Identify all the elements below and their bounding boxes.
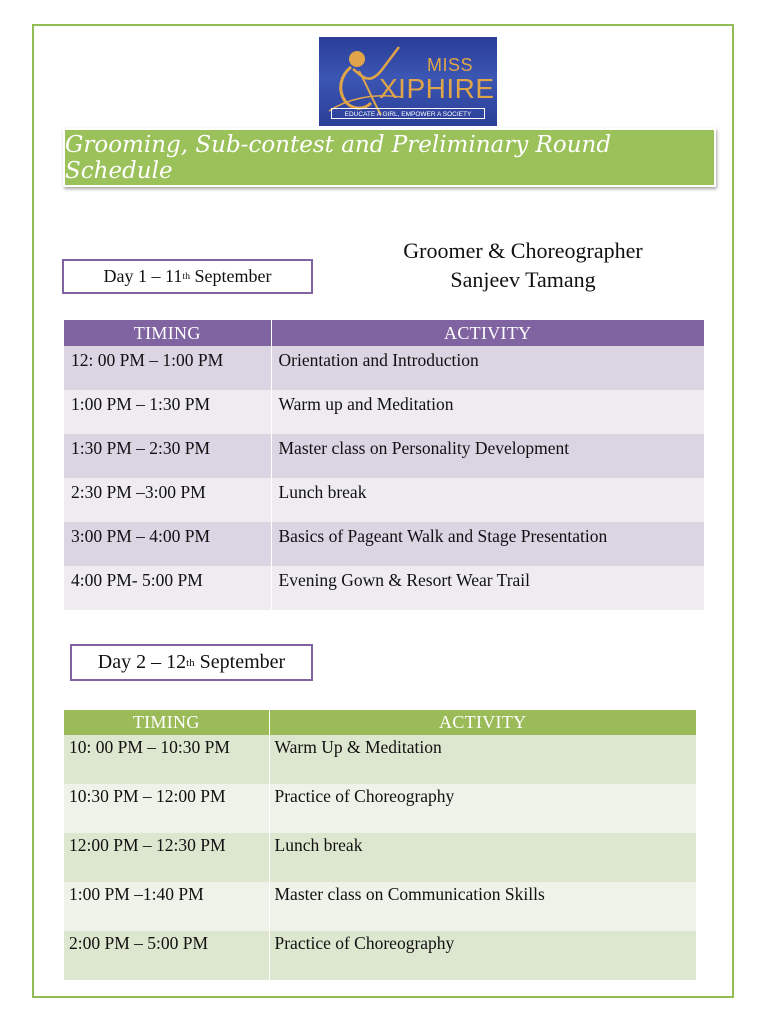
activity-cell: Lunch break bbox=[269, 833, 696, 882]
day2-heading: Day 2 – 12 th September bbox=[70, 644, 313, 681]
day1-suffix: September bbox=[190, 266, 272, 286]
activity-cell: Orientation and Introduction bbox=[271, 346, 704, 390]
table-row bbox=[64, 434, 704, 478]
table-row bbox=[64, 522, 704, 566]
timing-cell: 2:00 PM – 5:00 PM bbox=[64, 931, 269, 980]
activity-cell: Master class on Personality Development bbox=[271, 434, 704, 478]
table-row bbox=[64, 390, 704, 434]
activity-cell: Lunch break bbox=[271, 478, 704, 522]
day2-prefix: Day 2 – 12 bbox=[97, 651, 187, 673]
groomer-block bbox=[370, 236, 676, 294]
activity-cell: Practice of Choreography bbox=[269, 784, 696, 833]
day2-schedule-table bbox=[64, 710, 696, 980]
timing-cell: 10: 00 PM – 10:30 PM bbox=[64, 735, 269, 784]
activity-header: ACTIVITY bbox=[271, 320, 704, 346]
table-row bbox=[64, 735, 696, 784]
timing-cell: 3:00 PM – 4:00 PM bbox=[64, 522, 271, 566]
table-row bbox=[64, 931, 696, 980]
day1-heading: Day 1 – 11 th September bbox=[62, 259, 313, 294]
table-row bbox=[64, 478, 704, 522]
table-row bbox=[64, 566, 704, 610]
logo-tagline: EDUCATE A GIRL, EMPOWER A SOCIETY bbox=[331, 108, 485, 119]
logo bbox=[319, 37, 497, 126]
table-row bbox=[64, 833, 696, 882]
timing-cell: 4:00 PM- 5:00 PM bbox=[64, 566, 271, 610]
table-row bbox=[64, 882, 696, 931]
timing-cell: 12:00 PM – 12:30 PM bbox=[64, 833, 269, 882]
activity-cell: Basics of Pageant Walk and Stage Presentation bbox=[271, 522, 704, 566]
activity-cell: Evening Gown & Resort Wear Trail bbox=[271, 566, 704, 610]
activity-cell: Practice of Choreography bbox=[269, 931, 696, 980]
timing-header: TIMING bbox=[64, 710, 269, 735]
day1-schedule-table bbox=[64, 320, 704, 610]
table-header-row bbox=[64, 710, 696, 735]
table-header-row bbox=[64, 320, 704, 346]
activity-cell: Master class on Communication Skills bbox=[269, 882, 696, 931]
logo-brand-text: XIPHIRE bbox=[379, 73, 495, 104]
table-row bbox=[64, 784, 696, 833]
day1-prefix: Day 1 – 11 bbox=[103, 266, 183, 286]
timing-cell: 12: 00 PM – 1:00 PM bbox=[64, 346, 271, 390]
page-title: Grooming, Sub-contest and Preliminary Round Schedule bbox=[65, 131, 612, 184]
table-row bbox=[64, 346, 704, 390]
timing-cell: 2:30 PM –3:00 PM bbox=[64, 478, 271, 522]
groomer-role: Groomer & Choreographer bbox=[403, 238, 643, 263]
activity-header: ACTIVITY bbox=[269, 710, 696, 735]
groomer-name: Sanjeev Tamang bbox=[450, 267, 596, 292]
timing-cell: 1:00 PM – 1:30 PM bbox=[64, 390, 271, 434]
timing-header: TIMING bbox=[64, 320, 271, 346]
title-banner bbox=[63, 128, 716, 187]
activity-cell: Warm up and Meditation bbox=[271, 390, 704, 434]
timing-cell: 1:00 PM –1:40 PM bbox=[64, 882, 269, 931]
logo-miss-text: MISS bbox=[427, 55, 474, 75]
timing-cell: 1:30 PM – 2:30 PM bbox=[64, 434, 271, 478]
day2-suffix: September bbox=[194, 651, 286, 673]
timing-cell: 10:30 PM – 12:00 PM bbox=[64, 784, 269, 833]
activity-cell: Warm Up & Meditation bbox=[269, 735, 696, 784]
